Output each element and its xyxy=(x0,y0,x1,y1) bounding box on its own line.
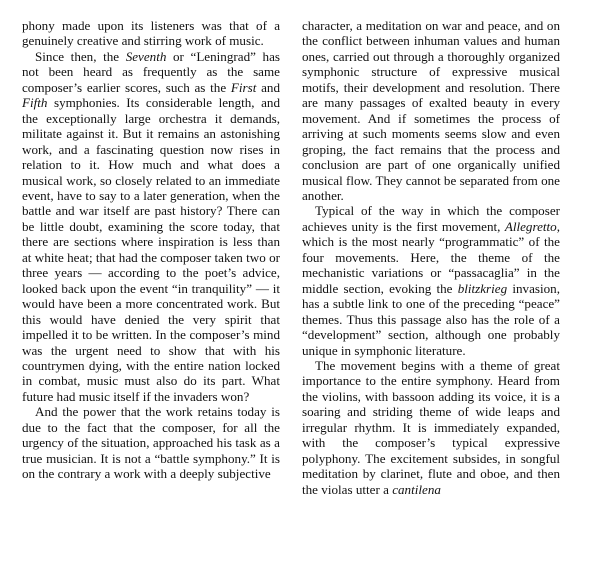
emphasis-text: Seventh xyxy=(125,48,167,64)
paragraph xyxy=(22,18,280,49)
body-text: , which is the most nearly “programmatic” of the four movements. Here, the theme of the mechanistic variations or “passacaglia” in the middle section, evoking the xyxy=(302,218,560,296)
paragraph xyxy=(22,49,280,404)
emphasis-text: First xyxy=(230,79,257,95)
body-text: Since then, the xyxy=(35,48,126,64)
body-text: And the power that the work retains today is due to the fact that the composer, for all the urgency of the situation, approached his task as a true musician. It is not a “battle symphony.” It is on the contrary a work with a deeply subjective xyxy=(22,404,280,482)
emphasis-text: blitzkrieg xyxy=(457,280,508,296)
paragraph xyxy=(22,404,280,481)
body-text: The movement begins with a theme of great importance to the entire symphony. Heard from the violins, with bassoon adding its voice, it is a soaring and striding theme of wide leaps and irregular rhythm. It is immediately expanded, with the composer’s typical expressive polyphony. The excitement subsides, in songful meditation by clarinet, flute and oboe, and then the violas utter a xyxy=(302,357,560,497)
emphasis-text: Allegretto xyxy=(504,218,557,234)
body-text: Typical of the way in which the composer achieves unity is the first movement, xyxy=(302,203,560,234)
body-text: invasion, has a subtle link to one of the preceding “peace” themes. Thus this passage also has the role of a “development” section, although one probably unique in symphonic literature. xyxy=(302,280,560,358)
paragraph xyxy=(302,18,560,203)
body-text: symphonies. Its considerable length, and the exceptionally large orchestra it demands, militate against it. But it remains an astonishing work, and a fascinating question now rises in relation to it. How much and what does a musical work, so closely related to an immediate event, have to say to a later generation, when the battle and war itself are past history? There can be little doubt, examining the score today, that there are sections where inspiration is less than at white heat; that had the composer taken two or three years — according to the poet’s advice, looked back upon the event “in tranquility” — it would have been a more concentrated work. But this would have denied the very spirit that impelled it to be written. In the composer’s mind was the urgent need to show that with his countrymen dying, with the entire nation locked in combat, music must also do its part. What future had music itself if the invaders won? xyxy=(22,95,280,404)
body-text: character, a meditation on war and peace, and on the conflict between inhuman values and human ones, carried out through a thoroughly organized symphonic structure of expressive musical motifs, their development and resolution. There are many passages of exalted beauty in every movement. And if sometimes the process of arriving at such moments seems slow and even groping, the fact remains that the process and conclusion are part of one organically unified musical flow. They cannot be separated from one another. xyxy=(302,18,560,203)
left-column xyxy=(22,18,280,561)
emphasis-text: Fifth xyxy=(22,95,48,111)
paragraph xyxy=(302,203,560,358)
paragraph xyxy=(302,358,560,497)
body-text: and xyxy=(256,79,280,95)
body-text: or “Leningrad” has not been heard as frequently as the same composer’s earlier scores, such as the xyxy=(22,48,280,95)
body-text: phony made upon its listeners was that of a genuinely creative and stirring work of music. xyxy=(22,18,280,49)
emphasis-text: cantilena xyxy=(392,481,441,497)
right-column xyxy=(302,18,560,561)
